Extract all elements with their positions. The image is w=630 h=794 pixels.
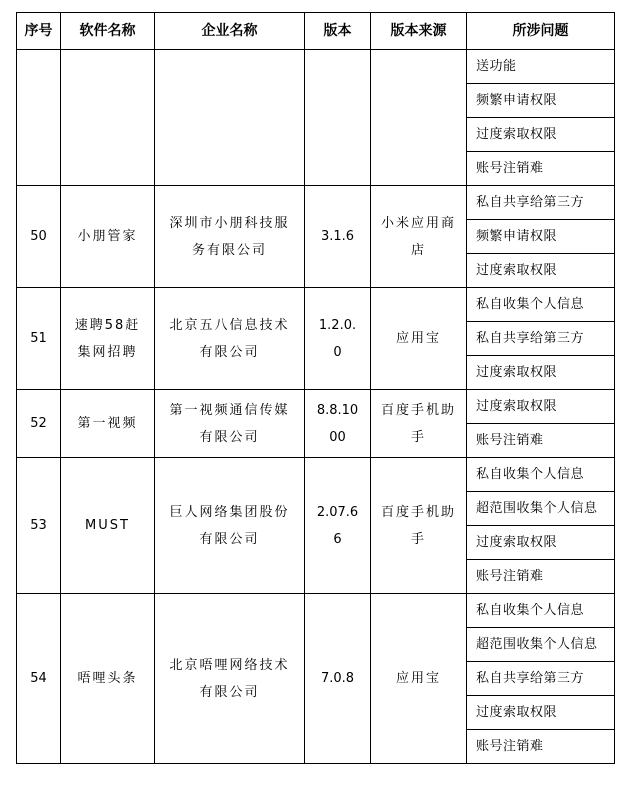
cell-issue: 过度索取权限 xyxy=(467,390,615,424)
cell-app-name xyxy=(61,458,155,594)
cell-company-name xyxy=(155,390,305,458)
cell-version-source xyxy=(371,288,467,390)
cell-company-name xyxy=(155,594,305,764)
cell-seq: 52 xyxy=(17,390,61,458)
cell-version xyxy=(305,594,371,764)
cell-company-name xyxy=(155,186,305,288)
cell-issue: 过度索取权限 xyxy=(467,526,615,560)
cell-company-name-line: 有限公司 xyxy=(199,429,260,445)
cell-version-source xyxy=(371,458,467,594)
table-row xyxy=(17,186,615,220)
cell-version xyxy=(305,458,371,594)
header-row xyxy=(17,13,615,50)
header-app-name: 软件名称 xyxy=(61,13,155,50)
cell-issue: 频繁申请权限 xyxy=(467,220,615,254)
cell-version-line: 00 xyxy=(329,429,346,445)
cell-seq: 50 xyxy=(17,186,61,288)
cell-seq: 54 xyxy=(17,594,61,764)
cell-issue: 过度索取权限 xyxy=(467,696,615,730)
cell-company-name-line: 有限公司 xyxy=(199,684,260,700)
cell-company-name-line: 深圳市小朋科技服 xyxy=(169,215,290,231)
table-row xyxy=(17,390,615,424)
cell-issue: 超范围收集个人信息 xyxy=(467,628,615,662)
table-row xyxy=(17,288,615,322)
table-body xyxy=(17,50,615,764)
cell-company-name-line: 务有限公司 xyxy=(191,242,267,258)
cell-issue: 账号注销难 xyxy=(467,152,615,186)
cell-issue: 过度索取权限 xyxy=(467,356,615,390)
cell-issue: 私自共享给第三方 xyxy=(467,662,615,696)
cell-issue: 私自收集个人信息 xyxy=(467,288,615,322)
cell-app-name-line: 速聘58赶 xyxy=(74,317,141,333)
cell-version xyxy=(305,50,371,186)
cell-seq xyxy=(17,50,61,186)
cell-company-name xyxy=(155,288,305,390)
cell-app-name xyxy=(61,288,155,390)
cell-seq: 51 xyxy=(17,288,61,390)
cell-version-source-line: 应用宝 xyxy=(395,671,441,686)
header-company-name: 企业名称 xyxy=(155,13,305,50)
cell-app-name-line: 唔哩头条 xyxy=(77,671,138,686)
cell-issue: 过度索取权限 xyxy=(467,254,615,288)
cell-issue: 私自共享给第三方 xyxy=(467,322,615,356)
header-seq: 序号 xyxy=(17,13,61,50)
cell-company-name xyxy=(155,50,305,186)
cell-version-line: 6 xyxy=(333,531,342,547)
header-issues: 所涉问题 xyxy=(467,13,615,50)
cell-version-source-line: 百度手机助 xyxy=(380,402,456,418)
cell-version-line: 1.2.0. xyxy=(318,317,357,333)
app-issues-table xyxy=(16,12,615,764)
cell-company-name-line: 第一视频通信传媒 xyxy=(169,402,290,418)
cell-issue: 送功能 xyxy=(467,50,615,84)
cell-version-line: 7.0.8 xyxy=(320,671,355,686)
cell-issue: 过度索取权限 xyxy=(467,118,615,152)
cell-version-source-line: 百度手机助 xyxy=(380,504,456,520)
cell-app-name-line: 第一视频 xyxy=(77,416,138,431)
cell-issue: 超范围收集个人信息 xyxy=(467,492,615,526)
cell-issue: 私自共享给第三方 xyxy=(467,186,615,220)
cell-version-line: 3.1.6 xyxy=(320,229,355,244)
cell-app-name-line: 集网招聘 xyxy=(77,344,138,360)
cell-company-name-line: 有限公司 xyxy=(199,344,260,360)
cell-version-line: 0 xyxy=(333,344,342,360)
cell-company-name-line: 北京唔哩网络技术 xyxy=(169,657,290,673)
cell-issue: 私自收集个人信息 xyxy=(467,594,615,628)
cell-issue: 账号注销难 xyxy=(467,424,615,458)
cell-version-line: 8.8.10 xyxy=(316,402,359,418)
table-row xyxy=(17,594,615,628)
cell-app-name xyxy=(61,594,155,764)
cell-version-source-line: 手 xyxy=(410,429,426,445)
cell-version-source-line: 小米应用商 xyxy=(380,215,456,231)
cell-version-source xyxy=(371,594,467,764)
cell-version-source xyxy=(371,186,467,288)
table-row xyxy=(17,50,615,84)
header-version-source: 版本来源 xyxy=(371,13,467,50)
header-version: 版本 xyxy=(305,13,371,50)
cell-version-source-line: 应用宝 xyxy=(395,331,441,346)
cell-app-name-line: MUST xyxy=(85,518,130,533)
cell-version-source-line: 手 xyxy=(410,531,426,547)
cell-version xyxy=(305,186,371,288)
cell-issue: 私自收集个人信息 xyxy=(467,458,615,492)
cell-version xyxy=(305,390,371,458)
cell-seq: 53 xyxy=(17,458,61,594)
cell-issue: 频繁申请权限 xyxy=(467,84,615,118)
cell-app-name xyxy=(61,390,155,458)
table-row xyxy=(17,458,615,492)
cell-version-line: 2.07.6 xyxy=(316,504,359,520)
cell-app-name xyxy=(61,50,155,186)
cell-issue: 账号注销难 xyxy=(467,560,615,594)
cell-version-source-line: 店 xyxy=(410,242,426,258)
cell-app-name-line: 小朋管家 xyxy=(77,229,138,244)
cell-version-source xyxy=(371,50,467,186)
cell-version-source xyxy=(371,390,467,458)
cell-app-name xyxy=(61,186,155,288)
cell-company-name xyxy=(155,458,305,594)
cell-company-name-line: 巨人网络集团股份 xyxy=(169,504,290,520)
cell-issue: 账号注销难 xyxy=(467,730,615,764)
cell-version xyxy=(305,288,371,390)
cell-company-name-line: 北京五八信息技术 xyxy=(169,317,290,333)
cell-company-name-line: 有限公司 xyxy=(199,531,260,547)
